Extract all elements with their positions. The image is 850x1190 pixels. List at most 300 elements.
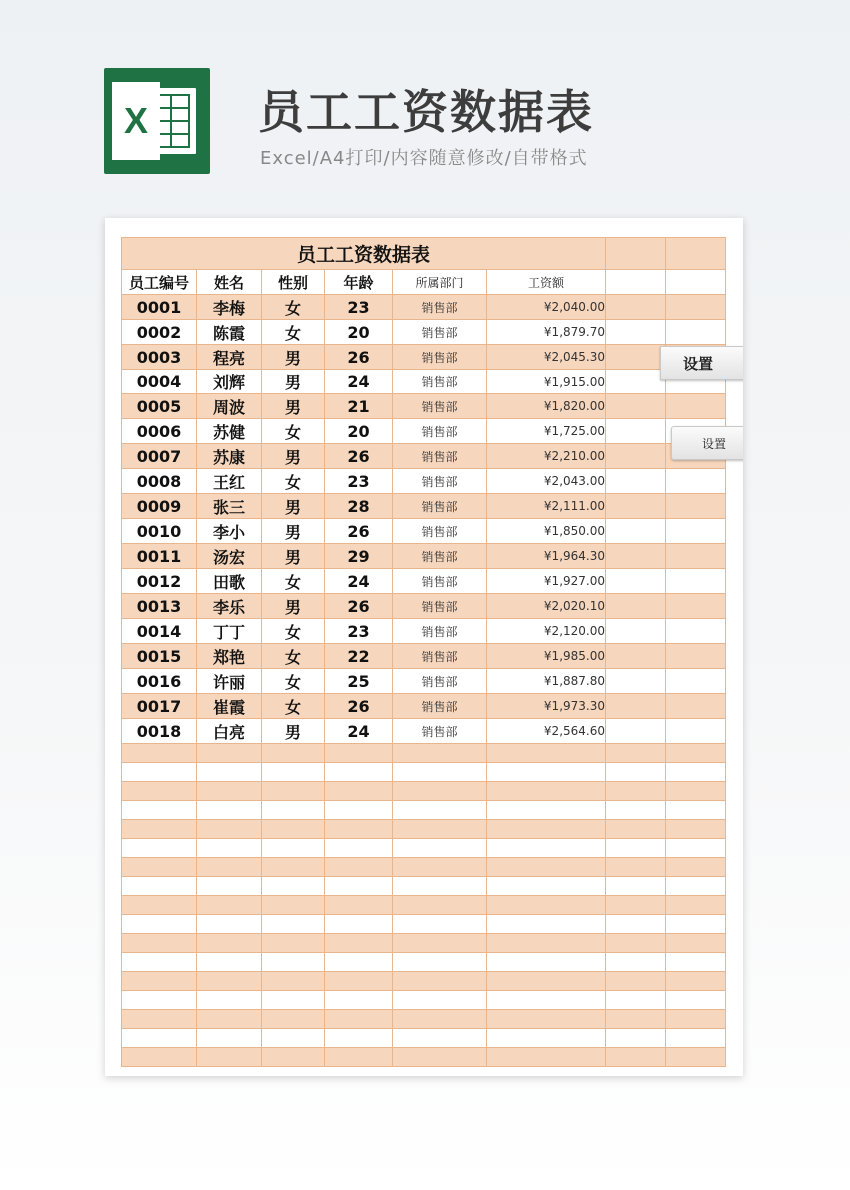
empty-cell[interactable] xyxy=(262,858,325,877)
empty-cell[interactable] xyxy=(325,820,393,839)
empty-cell[interactable] xyxy=(197,934,262,953)
salary-cell[interactable]: ¥1,964.30 xyxy=(487,544,606,569)
empty-cell[interactable] xyxy=(666,991,726,1010)
empty-cell[interactable] xyxy=(122,1010,197,1029)
header-row xyxy=(122,270,726,295)
empty-cell[interactable] xyxy=(487,1048,606,1067)
department-cell[interactable]: 销售部 xyxy=(393,494,487,519)
table-row xyxy=(122,345,726,370)
empty-cell[interactable] xyxy=(666,1029,726,1048)
empty-cell[interactable] xyxy=(325,1010,393,1029)
empty-cell[interactable] xyxy=(325,877,393,896)
empty-cell[interactable] xyxy=(606,953,666,972)
empty-cell[interactable] xyxy=(262,744,325,763)
age-cell[interactable]: 26 xyxy=(325,594,393,619)
empty-cell[interactable] xyxy=(666,1048,726,1067)
name-cell[interactable]: 郑艳 xyxy=(197,644,262,669)
empty-cell[interactable] xyxy=(606,744,666,763)
employee-id-cell[interactable]: 0015 xyxy=(122,644,197,669)
empty-cell[interactable] xyxy=(325,896,393,915)
age-cell[interactable]: 23 xyxy=(325,619,393,644)
empty-cell[interactable] xyxy=(487,782,606,801)
empty-cell[interactable] xyxy=(606,694,666,719)
empty-cell[interactable] xyxy=(666,270,726,295)
empty-cell[interactable] xyxy=(325,801,393,820)
empty-cell[interactable] xyxy=(122,839,197,858)
empty-cell[interactable] xyxy=(325,915,393,934)
empty-cell[interactable] xyxy=(122,858,197,877)
salary-cell[interactable]: ¥2,120.00 xyxy=(487,619,606,644)
employee-id-cell[interactable]: 0012 xyxy=(122,569,197,594)
empty-cell[interactable] xyxy=(122,782,197,801)
employee-id-cell[interactable]: 0004 xyxy=(122,370,197,394)
salary-cell[interactable]: ¥1,915.00 xyxy=(487,370,606,394)
empty-cell[interactable] xyxy=(122,991,197,1010)
empty-cell[interactable] xyxy=(393,839,487,858)
age-cell[interactable]: 24 xyxy=(325,569,393,594)
empty-cell[interactable] xyxy=(487,934,606,953)
employee-id-cell[interactable]: 0011 xyxy=(122,544,197,569)
salary-cell[interactable]: ¥1,887.80 xyxy=(487,669,606,694)
name-cell[interactable]: 李小 xyxy=(197,519,262,544)
employee-id-cell[interactable]: 0002 xyxy=(122,320,197,345)
empty-cell[interactable] xyxy=(197,877,262,896)
employee-id-cell[interactable]: 0003 xyxy=(122,345,197,370)
salary-cell[interactable]: ¥1,985.00 xyxy=(487,644,606,669)
age-cell[interactable]: 26 xyxy=(325,694,393,719)
empty-cell[interactable] xyxy=(122,972,197,991)
empty-cell[interactable] xyxy=(393,801,487,820)
empty-cell[interactable] xyxy=(666,719,726,744)
name-cell[interactable]: 苏健 xyxy=(197,419,262,444)
salary-cell[interactable]: ¥2,043.00 xyxy=(487,469,606,494)
empty-cell[interactable] xyxy=(325,1029,393,1048)
empty-cell[interactable] xyxy=(606,991,666,1010)
salary-cell[interactable]: ¥1,850.00 xyxy=(487,519,606,544)
empty-cell[interactable] xyxy=(325,991,393,1010)
empty-cell[interactable] xyxy=(487,801,606,820)
empty-cell[interactable] xyxy=(666,934,726,953)
empty-cell[interactable] xyxy=(606,719,666,744)
column-header[interactable]: 所属部门 xyxy=(393,270,487,295)
department-cell[interactable]: 销售部 xyxy=(393,519,487,544)
department-cell[interactable]: 销售部 xyxy=(393,469,487,494)
empty-cell[interactable] xyxy=(262,1010,325,1029)
empty-cell[interactable] xyxy=(122,915,197,934)
empty-cell[interactable] xyxy=(666,544,726,569)
age-cell[interactable]: 24 xyxy=(325,719,393,744)
empty-cell[interactable] xyxy=(262,877,325,896)
empty-cell[interactable] xyxy=(325,953,393,972)
empty-cell[interactable] xyxy=(487,991,606,1010)
age-cell[interactable]: 22 xyxy=(325,644,393,669)
employee-id-cell[interactable]: 0007 xyxy=(122,444,197,469)
empty-cell[interactable] xyxy=(606,494,666,519)
empty-cell[interactable] xyxy=(666,394,726,419)
name-cell[interactable]: 崔霞 xyxy=(197,694,262,719)
empty-cell[interactable] xyxy=(666,494,726,519)
age-cell[interactable]: 23 xyxy=(325,295,393,320)
employee-id-cell[interactable]: 0018 xyxy=(122,719,197,744)
department-cell[interactable]: 销售部 xyxy=(393,419,487,444)
age-cell[interactable]: 23 xyxy=(325,469,393,494)
age-cell[interactable]: 26 xyxy=(325,345,393,370)
empty-cell[interactable] xyxy=(666,744,726,763)
empty-cell[interactable] xyxy=(393,763,487,782)
empty-cell[interactable] xyxy=(487,915,606,934)
name-cell[interactable]: 陈霞 xyxy=(197,320,262,345)
empty-cell[interactable] xyxy=(262,915,325,934)
empty-cell[interactable] xyxy=(122,801,197,820)
empty-cell[interactable] xyxy=(197,744,262,763)
empty-cell[interactable] xyxy=(393,896,487,915)
empty-cell[interactable] xyxy=(325,839,393,858)
empty-cell[interactable] xyxy=(197,820,262,839)
empty-cell[interactable] xyxy=(393,782,487,801)
empty-cell[interactable] xyxy=(487,744,606,763)
empty-cell[interactable] xyxy=(606,644,666,669)
empty-cell[interactable] xyxy=(122,896,197,915)
employee-id-cell[interactable]: 0005 xyxy=(122,394,197,419)
age-cell[interactable]: 24 xyxy=(325,370,393,394)
name-cell[interactable]: 李乐 xyxy=(197,594,262,619)
empty-cell[interactable] xyxy=(606,934,666,953)
empty-cell[interactable] xyxy=(487,953,606,972)
table-row xyxy=(122,295,726,320)
department-cell[interactable]: 销售部 xyxy=(393,320,487,345)
employee-id-cell[interactable]: 0006 xyxy=(122,419,197,444)
department-cell[interactable]: 销售部 xyxy=(393,544,487,569)
employee-id-cell[interactable]: 0013 xyxy=(122,594,197,619)
empty-cell[interactable] xyxy=(325,782,393,801)
name-cell[interactable]: 白亮 xyxy=(197,719,262,744)
empty-cell[interactable] xyxy=(122,934,197,953)
age-cell[interactable]: 26 xyxy=(325,444,393,469)
empty-cell[interactable] xyxy=(122,763,197,782)
age-cell[interactable]: 20 xyxy=(325,419,393,444)
age-cell[interactable]: 29 xyxy=(325,544,393,569)
empty-cell[interactable] xyxy=(325,934,393,953)
column-header[interactable]: 姓名 xyxy=(197,270,262,295)
gender-cell[interactable]: 女 xyxy=(262,469,325,494)
title-row xyxy=(122,238,726,270)
empty-cell[interactable] xyxy=(393,858,487,877)
empty-cell[interactable] xyxy=(606,370,666,394)
empty-cell[interactable] xyxy=(666,694,726,719)
empty-cell[interactable] xyxy=(666,972,726,991)
gender-cell[interactable]: 女 xyxy=(262,569,325,594)
gender-cell[interactable]: 女 xyxy=(262,669,325,694)
empty-cell[interactable] xyxy=(606,569,666,594)
set-button-2[interactable]: 设置 xyxy=(671,426,743,460)
gender-cell[interactable]: 男 xyxy=(262,345,325,370)
empty-cell[interactable] xyxy=(606,1029,666,1048)
column-header[interactable]: 性别 xyxy=(262,270,325,295)
empty-cell[interactable] xyxy=(197,1010,262,1029)
department-cell[interactable]: 销售部 xyxy=(393,719,487,744)
salary-cell[interactable]: ¥1,725.00 xyxy=(487,419,606,444)
empty-cell[interactable] xyxy=(262,782,325,801)
table-row xyxy=(122,519,726,544)
gender-cell[interactable]: 女 xyxy=(262,295,325,320)
empty-row xyxy=(122,1048,726,1067)
empty-cell[interactable] xyxy=(606,444,666,469)
empty-cell[interactable] xyxy=(262,896,325,915)
empty-cell[interactable] xyxy=(393,820,487,839)
empty-cell[interactable] xyxy=(325,744,393,763)
empty-cell[interactable] xyxy=(606,801,666,820)
gender-cell[interactable]: 男 xyxy=(262,594,325,619)
empty-cell[interactable] xyxy=(606,782,666,801)
age-cell[interactable]: 25 xyxy=(325,669,393,694)
empty-cell[interactable] xyxy=(606,669,666,694)
gender-cell[interactable]: 男 xyxy=(262,370,325,394)
empty-cell[interactable] xyxy=(393,1010,487,1029)
empty-cell[interactable] xyxy=(666,820,726,839)
empty-cell[interactable] xyxy=(606,419,666,444)
empty-cell[interactable] xyxy=(197,915,262,934)
empty-cell[interactable] xyxy=(487,1010,606,1029)
department-cell[interactable]: 销售部 xyxy=(393,594,487,619)
empty-cell[interactable] xyxy=(325,1048,393,1067)
empty-cell[interactable] xyxy=(197,763,262,782)
empty-cell[interactable] xyxy=(606,972,666,991)
empty-cell[interactable] xyxy=(197,839,262,858)
empty-cell[interactable] xyxy=(262,763,325,782)
empty-cell[interactable] xyxy=(197,858,262,877)
empty-cell[interactable] xyxy=(122,953,197,972)
empty-cell[interactable] xyxy=(606,763,666,782)
department-cell[interactable]: 销售部 xyxy=(393,444,487,469)
empty-cell[interactable] xyxy=(325,972,393,991)
empty-cell[interactable] xyxy=(666,238,726,270)
gender-cell[interactable]: 女 xyxy=(262,419,325,444)
empty-cell[interactable] xyxy=(122,820,197,839)
gender-cell[interactable]: 男 xyxy=(262,394,325,419)
empty-cell[interactable] xyxy=(606,544,666,569)
empty-cell[interactable] xyxy=(606,394,666,419)
name-cell[interactable]: 汤宏 xyxy=(197,544,262,569)
table-row xyxy=(122,719,726,744)
empty-cell[interactable] xyxy=(393,877,487,896)
empty-cell[interactable] xyxy=(666,519,726,544)
empty-cell[interactable] xyxy=(606,320,666,345)
salary-cell[interactable]: ¥1,927.00 xyxy=(487,569,606,594)
empty-cell[interactable] xyxy=(197,896,262,915)
spreadsheet-page xyxy=(105,218,743,1076)
empty-cell[interactable] xyxy=(122,1029,197,1048)
empty-cell[interactable] xyxy=(487,858,606,877)
name-cell[interactable]: 张三 xyxy=(197,494,262,519)
empty-cell[interactable] xyxy=(666,619,726,644)
empty-cell[interactable] xyxy=(487,877,606,896)
column-header[interactable]: 工资额 xyxy=(487,270,606,295)
name-cell[interactable]: 丁丁 xyxy=(197,619,262,644)
employee-id-cell[interactable]: 0009 xyxy=(122,494,197,519)
gender-cell[interactable]: 男 xyxy=(262,494,325,519)
empty-cell[interactable] xyxy=(262,934,325,953)
empty-cell[interactable] xyxy=(393,1048,487,1067)
empty-cell[interactable] xyxy=(666,669,726,694)
age-cell[interactable]: 28 xyxy=(325,494,393,519)
empty-cell[interactable] xyxy=(197,801,262,820)
gender-cell[interactable]: 男 xyxy=(262,544,325,569)
empty-cell[interactable] xyxy=(606,619,666,644)
name-cell[interactable]: 李梅 xyxy=(197,295,262,320)
empty-cell[interactable] xyxy=(487,763,606,782)
salary-cell[interactable]: ¥2,564.60 xyxy=(487,719,606,744)
empty-cell[interactable] xyxy=(666,915,726,934)
department-cell[interactable]: 销售部 xyxy=(393,295,487,320)
salary-cell[interactable]: ¥2,020.10 xyxy=(487,594,606,619)
name-cell[interactable]: 许丽 xyxy=(197,669,262,694)
empty-cell[interactable] xyxy=(606,820,666,839)
age-cell[interactable]: 26 xyxy=(325,519,393,544)
empty-cell[interactable] xyxy=(666,953,726,972)
name-cell[interactable]: 周波 xyxy=(197,394,262,419)
salary-cell[interactable]: ¥2,045.30 xyxy=(487,345,606,370)
empty-cell[interactable] xyxy=(197,1048,262,1067)
department-cell[interactable]: 销售部 xyxy=(393,569,487,594)
employee-id-cell[interactable]: 0014 xyxy=(122,619,197,644)
empty-cell[interactable] xyxy=(606,1010,666,1029)
gender-cell[interactable]: 男 xyxy=(262,719,325,744)
empty-cell[interactable] xyxy=(325,858,393,877)
empty-cell[interactable] xyxy=(262,991,325,1010)
empty-cell[interactable] xyxy=(606,896,666,915)
employee-id-cell[interactable]: 0001 xyxy=(122,295,197,320)
name-cell[interactable]: 田歌 xyxy=(197,569,262,594)
empty-cell[interactable] xyxy=(487,1029,606,1048)
salary-cell[interactable]: ¥2,111.00 xyxy=(487,494,606,519)
table-row xyxy=(122,644,726,669)
department-cell[interactable]: 销售部 xyxy=(393,394,487,419)
empty-cell[interactable] xyxy=(666,644,726,669)
empty-cell[interactable] xyxy=(393,991,487,1010)
gender-cell[interactable]: 女 xyxy=(262,619,325,644)
salary-cell[interactable]: ¥1,973.30 xyxy=(487,694,606,719)
empty-cell[interactable] xyxy=(606,915,666,934)
empty-row xyxy=(122,858,726,877)
empty-cell[interactable] xyxy=(606,270,666,295)
empty-cell[interactable] xyxy=(393,972,487,991)
department-cell[interactable]: 销售部 xyxy=(393,669,487,694)
age-cell[interactable]: 21 xyxy=(325,394,393,419)
empty-cell[interactable] xyxy=(606,594,666,619)
empty-cell[interactable] xyxy=(122,1048,197,1067)
empty-cell[interactable] xyxy=(197,1029,262,1048)
sheet-title[interactable]: 员工工资数据表 xyxy=(122,238,606,270)
empty-cell[interactable] xyxy=(666,469,726,494)
empty-cell[interactable] xyxy=(197,991,262,1010)
empty-cell[interactable] xyxy=(606,469,666,494)
salary-cell[interactable]: ¥2,040.00 xyxy=(487,295,606,320)
column-header[interactable]: 员工编号 xyxy=(122,270,197,295)
department-cell[interactable]: 销售部 xyxy=(393,694,487,719)
empty-cell[interactable] xyxy=(666,295,726,320)
set-button-1[interactable]: 设置 xyxy=(660,346,743,380)
empty-cell[interactable] xyxy=(666,569,726,594)
empty-cell[interactable] xyxy=(606,858,666,877)
empty-cell[interactable] xyxy=(666,801,726,820)
empty-cell[interactable] xyxy=(325,763,393,782)
department-cell[interactable]: 销售部 xyxy=(393,345,487,370)
name-cell[interactable]: 程亮 xyxy=(197,345,262,370)
employee-id-cell[interactable]: 0017 xyxy=(122,694,197,719)
name-cell[interactable]: 苏康 xyxy=(197,444,262,469)
empty-cell[interactable] xyxy=(393,934,487,953)
empty-cell[interactable] xyxy=(487,896,606,915)
column-header[interactable]: 年龄 xyxy=(325,270,393,295)
empty-cell[interactable] xyxy=(606,519,666,544)
empty-cell[interactable] xyxy=(393,915,487,934)
salary-cell[interactable]: ¥1,820.00 xyxy=(487,394,606,419)
gender-cell[interactable]: 女 xyxy=(262,644,325,669)
empty-cell[interactable] xyxy=(122,877,197,896)
empty-cell[interactable] xyxy=(666,877,726,896)
empty-cell[interactable] xyxy=(606,1048,666,1067)
empty-cell[interactable] xyxy=(262,972,325,991)
empty-cell[interactable] xyxy=(666,858,726,877)
gender-cell[interactable]: 男 xyxy=(262,519,325,544)
name-cell[interactable]: 刘辉 xyxy=(197,370,262,394)
empty-cell[interactable] xyxy=(606,295,666,320)
name-cell[interactable]: 王红 xyxy=(197,469,262,494)
age-cell[interactable]: 20 xyxy=(325,320,393,345)
empty-cell[interactable] xyxy=(262,839,325,858)
empty-cell[interactable] xyxy=(606,238,666,270)
empty-cell[interactable] xyxy=(262,1029,325,1048)
employee-id-cell[interactable]: 0008 xyxy=(122,469,197,494)
empty-cell[interactable] xyxy=(487,839,606,858)
empty-cell[interactable] xyxy=(666,896,726,915)
empty-cell[interactable] xyxy=(666,763,726,782)
empty-cell[interactable] xyxy=(262,820,325,839)
empty-cell[interactable] xyxy=(122,744,197,763)
empty-cell[interactable] xyxy=(393,744,487,763)
empty-cell[interactable] xyxy=(606,877,666,896)
empty-cell[interactable] xyxy=(666,594,726,619)
empty-cell[interactable] xyxy=(606,345,666,370)
department-cell[interactable]: 销售部 xyxy=(393,644,487,669)
department-cell[interactable]: 销售部 xyxy=(393,370,487,394)
empty-cell[interactable] xyxy=(487,972,606,991)
salary-cell[interactable]: ¥1,879.70 xyxy=(487,320,606,345)
department-cell[interactable]: 销售部 xyxy=(393,619,487,644)
empty-cell[interactable] xyxy=(262,1048,325,1067)
empty-cell[interactable] xyxy=(393,1029,487,1048)
empty-cell[interactable] xyxy=(262,801,325,820)
empty-cell[interactable] xyxy=(666,782,726,801)
gender-cell[interactable]: 女 xyxy=(262,320,325,345)
empty-cell[interactable] xyxy=(197,972,262,991)
empty-cell[interactable] xyxy=(666,839,726,858)
empty-cell[interactable] xyxy=(666,320,726,345)
employee-id-cell[interactable]: 0016 xyxy=(122,669,197,694)
gender-cell[interactable]: 女 xyxy=(262,694,325,719)
gender-cell[interactable]: 男 xyxy=(262,444,325,469)
empty-cell[interactable] xyxy=(197,953,262,972)
employee-id-cell[interactable]: 0010 xyxy=(122,519,197,544)
empty-cell[interactable] xyxy=(606,839,666,858)
empty-cell[interactable] xyxy=(487,820,606,839)
empty-cell[interactable] xyxy=(393,953,487,972)
empty-cell[interactable] xyxy=(262,953,325,972)
empty-cell[interactable] xyxy=(197,782,262,801)
table-row xyxy=(122,444,726,469)
salary-cell[interactable]: ¥2,210.00 xyxy=(487,444,606,469)
empty-cell[interactable] xyxy=(666,1010,726,1029)
